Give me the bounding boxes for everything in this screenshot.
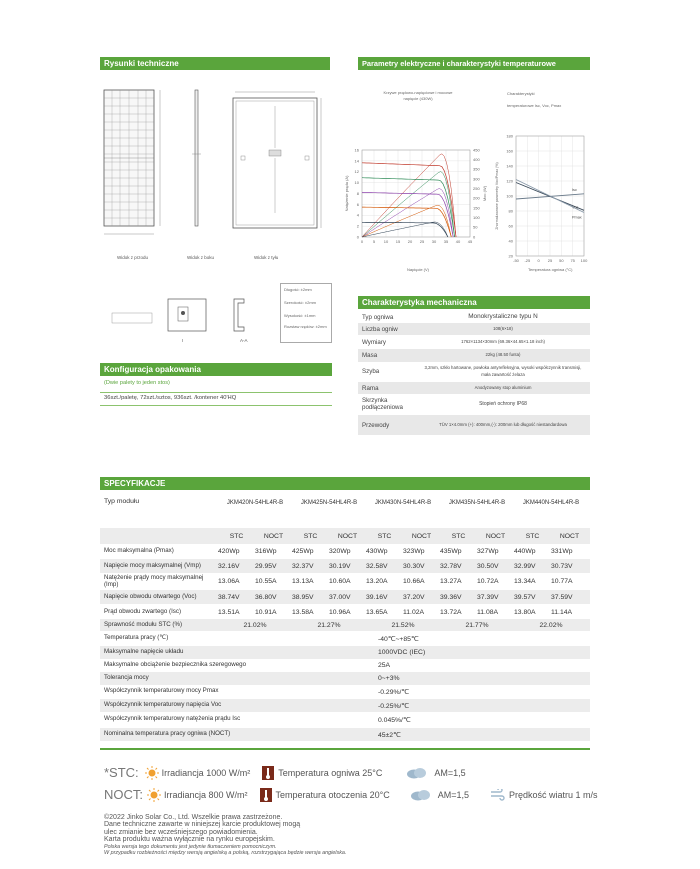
common-spec-row [100,713,590,726]
stc-temperature: Temperatura ogniwa 25°C [278,767,383,778]
section-label-aa: A-A [240,338,248,343]
mech-value: Anodyzowany stop aluminium [474,384,532,390]
packaging-text: 36szt./paletę, 72szt./sztos, 936szt. /kontener 40'HQ [104,395,237,401]
noct-label: NOCT [559,532,580,540]
mech-row [358,349,590,362]
common-spec-label: Maksymalne obciążenie bezpiecznika szeregowego [104,661,247,669]
iv-y-tick: 2 [356,223,359,229]
spec-cell: 39.16V [366,593,388,601]
temp-y-tick: 160 [506,148,513,154]
mech-key: Wymiary [362,338,387,346]
footer-line: ulec zmianie bez wcześniejszego powiadomienia. [104,828,258,836]
efficiency-value: 21.52% [391,621,415,629]
temp-y-tick: 40 [508,238,513,244]
footer-line: ©2022 Jinko Solar Co., Ltd. Wszelkie prawa zastrzeżone. [104,814,283,821]
mech-row [358,382,590,394]
tolerance-box [280,283,332,343]
iv-y-tick: 4 [356,212,359,218]
spec-cell: 430Wp [366,547,388,555]
spec-cell: 39.57V [514,593,536,601]
model-name: JKM430N-54HL4R-B [374,499,432,506]
common-spec-row [100,632,590,645]
tolerance-height: Wysokość: ±1mm [284,313,316,318]
mech-key: Szyba [362,368,380,375]
temp-y-tick: 100 [506,193,513,199]
stc-irradiance: Irradiancja 1000 W/m² [161,767,251,778]
spec-cell: 37.20V [403,593,425,601]
spec-cell: 327Wp [477,547,499,555]
spec-cell: 331Wp [551,547,573,555]
iv-y-tick: 16 [354,147,359,153]
iv-chart-title: Krzywe prądowo-napięciowe i mocowe napięcie (430W) [383,90,453,101]
temp-x-tick: -25 [524,258,531,263]
spec-cell: 32.99V [514,562,536,570]
iv-curve-line [362,192,453,237]
common-spec-row [100,646,590,659]
iv-y-tick: 6 [356,201,359,207]
spec-cell: 13.20A [366,578,388,585]
common-spec-value: -0.25%/℃ [378,702,410,710]
common-spec-row [100,699,590,712]
stc-conditions [104,765,466,780]
temp-y-tick: 180 [506,133,513,139]
sun-icon [147,788,161,802]
spec-cell: 30.19V [329,562,351,570]
spec-cell: 10.96A [329,608,351,616]
efficiency-label: Sprawność modułu STC (%) [104,620,183,628]
temp-series-label: Isc [572,187,577,192]
common-spec-label: Temperatura pracy (℃) [104,634,169,642]
iv-y-tick: 8 [356,190,359,196]
iv-x-tick: 45 [467,239,473,244]
spec-cell: 32.16V [218,562,240,570]
spec-cell: 13.72A [440,608,462,616]
temp-xlabel: Temperatura ogniwa (°C) [528,267,573,272]
thermometer-icon [260,788,272,802]
iv-y2-tick: 300 [473,176,480,182]
temp-y-tick: 140 [506,163,513,169]
spec-row [100,544,590,558]
spec-row [100,574,590,589]
spec-cell: 10.72A [477,578,499,585]
efficiency-row [100,619,590,631]
iv-x-tick: 30 [431,239,437,244]
common-spec-row [100,728,590,741]
noct-condition-label: NOCT: [104,787,143,802]
iv-y-tick: 14 [354,158,359,164]
spec-cell: 38.95V [292,593,314,601]
common-spec-label: Nominalna temperatura pracy ogniwa (NOCT) [104,730,231,738]
spec-cell: 32.37V [292,562,314,570]
drawings-header: Rysunki techniczne [100,57,330,70]
stc-condition-label: *STC: [104,765,139,780]
iv-y2-tick: 50 [473,224,478,230]
spec-cell: 323Wp [403,547,425,555]
iv-y2-tick: 200 [473,195,480,201]
iv-y2-tick: 100 [473,215,480,221]
common-spec-row [100,659,590,672]
common-spec-label: Maksymalne napięcie układu [104,648,184,656]
spec-cell: 32.78V [440,562,462,570]
iv-x-tick: 0 [360,239,364,244]
spec-cell: 425Wp [292,547,314,555]
common-spec-row [100,685,590,698]
common-spec-value: -0.29%/℃ [378,688,410,696]
spec-cell: 10.66A [403,578,425,585]
common-spec-value: -40℃~+85℃ [378,635,419,643]
mech-value: 3,2mm, szkło hartowane, powłoka antyrefleksyjna, wysoki współczynnik transmisji, mała zawartość żelaza [424,365,582,377]
noct-label: NOCT [485,532,506,540]
sun-icon [145,766,159,780]
stc-label: STC [451,532,466,540]
power-curve-line [362,222,448,237]
stc-label: STC [525,532,540,540]
iv-y-tick: 0 [356,234,359,240]
iv-x-tick: 10 [383,239,389,244]
temp-y-tick: 80 [508,208,513,214]
packaging-divider [100,392,332,393]
wind-icon [491,789,505,801]
spec-cell: 11.08A [477,608,499,616]
power-curve-line [362,205,451,237]
spec-cell: 320Wp [329,547,351,555]
model-name: JKM420N-54HL4R-B [226,499,284,506]
temp-x-tick: -50 [513,258,519,263]
stc-label: STC [303,532,318,540]
spec-cell: 420Wp [218,547,240,555]
common-spec-label: Współczynnik temperaturowy napięcia Voc [104,701,222,709]
front-view-drawing [100,88,168,248]
temp-y-tick: 20 [508,253,513,259]
common-spec-value: 45±2℃ [378,731,401,739]
mech-row [358,336,590,348]
cloud-icon [406,767,428,779]
spec-bottom-line [100,748,590,750]
noct-label: NOCT [337,532,358,540]
spec-cell: 13.13A [292,578,314,585]
spec-cell: 13.27A [440,578,462,585]
iv-y2-tick: 350 [473,166,480,172]
temp-x-tick: 25 [547,258,553,263]
spec-row-label: Moc maksymalna (Pmax) [104,546,174,554]
common-spec-value: 0.045%/℃ [378,716,411,724]
temp-series-label: Pmax [572,215,582,220]
iv-x-tick: 35 [443,239,449,244]
mech-row [358,415,590,435]
spec-cell: 13.51A [218,608,240,616]
temp-y-tick: 60 [508,223,513,229]
iv-y-tick: 10 [354,180,359,186]
temp-series-label: Voc [572,205,579,210]
noct-label: NOCT [263,532,284,540]
mech-value: 108(6×18) [493,325,513,331]
mech-value: Stopień ochrony IP68 [479,400,527,407]
spec-cell: 316Wp [255,547,277,555]
mechanical-header: Charakterystyka mechaniczna [358,296,590,309]
iv-x-tick: 25 [419,239,425,244]
temp-x-tick: 50 [559,258,564,263]
efficiency-value: 21.77% [465,621,489,629]
mech-row [358,395,590,413]
temp-y-tick: 120 [506,178,513,184]
mech-key: Masa [362,352,378,359]
noct-label: NOCT [411,532,432,540]
mech-row [358,312,590,323]
spec-cell: 440Wp [514,547,536,555]
spec-cell: 37.39V [477,593,499,601]
spec-row-label: Natężenie prądy mocy maksymalnej (Imp) [104,574,204,588]
efficiency-value: 21.02% [243,621,267,629]
mech-value: 22kg (48.50 funta) [485,352,521,358]
iv-curve-chart [340,135,490,265]
spec-cell: 10.60A [329,578,351,585]
temp-x-tick: 0 [537,258,540,263]
mech-key: Skrzynka podłączeniowa [362,397,403,411]
noct-conditions [104,787,598,802]
spec-header: SPECYFIKACJE [100,477,590,490]
view-label-front: Widok z przodu [117,255,149,260]
spec-row-label: Prąd obwodu zwartego (Isc) [104,607,182,615]
iv-y-tick: 12 [354,169,359,175]
packaging-header: Konfiguracja opakowania [100,363,332,376]
mech-value: 1762×1134×30mm (69.36×44.65×1.18 inch) [461,338,545,344]
common-spec-label: Tolerancja mocy [104,674,149,682]
efficiency-value: 21.27% [317,621,341,629]
tolerance-length: Długość: ±2mm [284,287,312,292]
noct-am: AM=1,5 [437,789,469,800]
stc-label: STC [377,532,392,540]
spec-cell: 37.00V [329,593,351,601]
spec-cell: 13.58A [292,608,314,616]
spec-cell: 13.65A [366,608,388,616]
mech-key: Typ ogniwa [362,314,394,321]
view-label-back: Widok z tyłu [254,255,279,260]
spec-cell: 38.74V [218,593,240,601]
packaging-divider-bottom [100,405,332,406]
temperature-chart [488,128,598,270]
iv-y2-tick: 450 [473,147,480,153]
common-spec-value: 0~+3% [378,675,400,682]
iv-curve-line [362,222,448,237]
iv-y2-tick: 0 [473,234,476,240]
efficiency-value: 22.02% [539,621,563,629]
side-view-drawing [190,88,204,248]
model-name: JKM440N-54HL4R-B [522,499,580,506]
spec-cell: 11.02A [403,608,425,616]
spec-row [100,605,590,619]
iv-y2-tick: 400 [473,157,480,163]
common-spec-value: 1000VDC (IEC) [378,649,426,656]
stc-label: STC [229,532,244,540]
spec-cell: 10.55A [255,578,277,585]
mech-row [358,363,590,380]
spec-cell: 30.73V [551,562,573,570]
spec-cell: 32.58V [366,562,388,570]
footer-line: Karta produktu ważna wyłącznie na rynku europejskim. [104,836,275,844]
mech-value: Monokrystaliczne typu N [468,313,538,321]
section-label-i: I [182,338,184,343]
common-spec-row [100,672,590,685]
electrical-header: Parametry elektryczne i charakterystyki temperaturowe [358,57,590,70]
noct-temperature: Temperatura otoczenia 20°C [275,789,390,800]
iv-x-tick: 40 [455,239,461,244]
common-spec-label: Współczynnik temperaturowy mocy Pmax [104,687,219,695]
model-name: JKM435N-54HL4R-B [448,499,506,506]
stc-noct-header [100,528,590,544]
spec-cell: 11.14A [551,608,573,616]
footer [104,814,504,856]
spec-cell: 13.06A [218,578,240,585]
noct-wind: Prędkość wiatru 1 m/s [508,789,598,800]
back-view-drawing [225,88,325,248]
spec-cell: 435Wp [440,547,462,555]
spec-cell: 30.30V [403,562,425,570]
view-label-side: Widok z boku [187,255,215,260]
packaging-subtitle: (Dwie palety to jeden stos) [104,380,170,386]
common-spec-label: Współczynnik temperaturowy natężenia prądu Isc [104,715,241,723]
temp-x-tick: 75 [570,258,575,263]
model-name: JKM425N-54HL4R-B [300,499,358,506]
spec-cell: 10.91A [255,608,277,616]
spec-row [100,590,590,604]
iv-ylabel: Natężenie prądu (A) [344,175,349,212]
mech-key: Przewody [362,421,390,429]
mech-row [358,323,590,335]
footer-line: Polska wersja tego dokumentu jest jedynie tłumaczeniem pomocniczym. [104,843,277,850]
common-spec-value: 25A [378,662,391,669]
spec-row-label: Napięcie mocy maksymalnej (Vmp) [104,561,201,569]
thermometer-icon [262,766,274,780]
model-row [100,495,590,510]
noct-irradiance: Irradiancja 800 W/m² [164,789,248,800]
iv-x-tick: 20 [407,239,413,244]
iv-xlabel: Napięcie (V) [407,267,430,272]
cloud-icon [410,789,432,801]
mech-value: TÜV 1×4.0mm (+): 400mm,(-): 200mm lub długość niestandardowa [439,421,567,427]
spec-cell: 29.95V [255,562,277,570]
spec-cell: 13.34A [514,578,536,585]
mech-key: Liczba ogniw [362,325,398,333]
iv-y2-tick: 250 [473,186,480,192]
iv-x-tick: 5 [372,239,376,244]
iv-y2label: Moc (W) [482,185,487,202]
iv-x-tick: 15 [395,239,401,244]
spec-row [100,559,590,573]
spec-row-label: Napięcie obwodu otwartego (Voc) [104,592,197,600]
power-curve-line [362,189,453,238]
spec-cell: 10.77A [551,578,573,585]
spec-cell: 37.59V [551,593,573,601]
stc-am: AM=1,5 [434,767,466,778]
temp-chart-title-1: Charakterystyki [507,91,535,96]
temp-ylabel: Znormalizowane parametry Voc/Pmax (%) [495,162,499,230]
temp-chart-title-2: temperaturowe Isc, Voc, Pmax [507,103,562,108]
mech-key: Rama [362,384,379,392]
spec-cell: 39.36V [440,593,462,601]
footer-line: W przypadku rozbieżności między wersją angielską a polską, rozstrzygająca będzie wersja angielska. [104,849,347,856]
footer-line: Dane techniczne zawarte w niniejszej karcie produktowej mogą [104,821,301,829]
model-label: Typ modułu [104,498,140,506]
spec-cell: 36.80V [255,593,277,601]
tolerance-width: Szerokość: ±2mm [284,300,316,305]
spec-cell: 13.80A [514,608,536,616]
tolerance-row-spacing: Rozstaw rzędów: ±2mm [284,324,327,329]
spec-cell: 30.50V [477,562,499,570]
temp-x-tick: 100 [580,258,588,263]
iv-y2-tick: 150 [473,205,480,211]
